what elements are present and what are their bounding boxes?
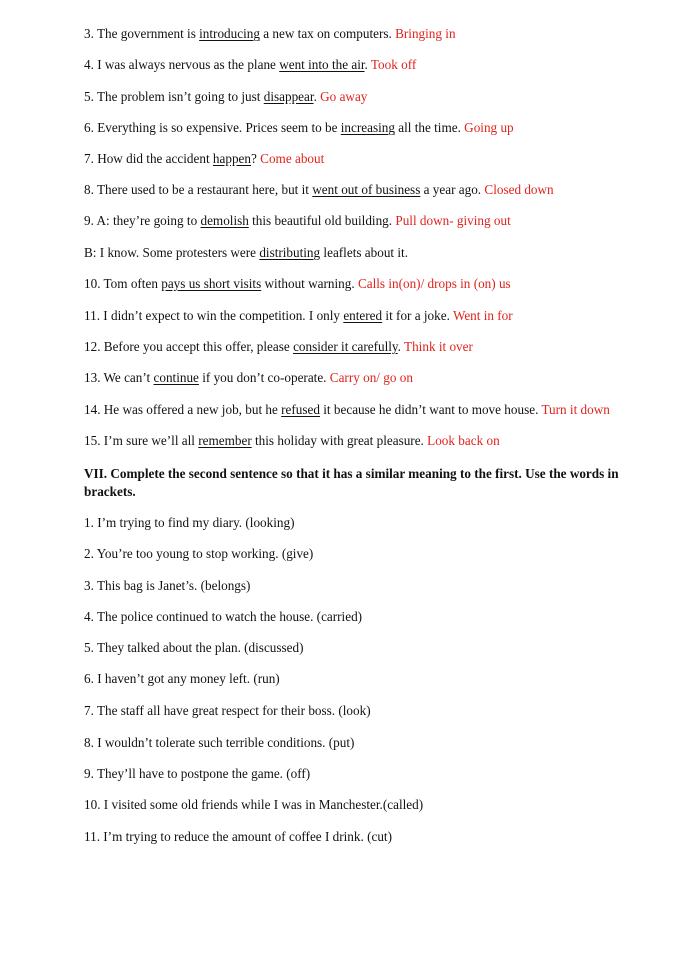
exercise-item: 3. This bag is Janet’s. (belongs): [84, 578, 251, 593]
sentence-text: it for a joke.: [382, 308, 453, 323]
answer-text: Took off: [370, 57, 417, 72]
sentence-line: [84, 120, 514, 136]
answer-text: Bringing in: [395, 26, 456, 41]
sentence-text: .: [397, 339, 405, 354]
answer-text: Going up: [464, 120, 514, 135]
sentence-line: [84, 339, 473, 355]
sentence-line: [84, 151, 324, 167]
answer-text: Went in for: [452, 308, 513, 323]
sentence-text: 7. How did the accident: [84, 151, 213, 166]
sentence-line: [84, 26, 456, 42]
underlined-phrase: disappear: [263, 89, 314, 104]
sentence-text: B: I know. Some protesters were: [84, 245, 260, 260]
answer-text: Pull down- giving out: [395, 213, 511, 228]
underlined-phrase: entered: [343, 308, 383, 323]
answer-text: Come about: [260, 151, 325, 166]
sentence-line: [84, 245, 408, 261]
underlined-phrase: consider it carefully: [293, 339, 398, 354]
underlined-phrase: went out of business: [312, 182, 421, 197]
underlined-phrase: went into the air: [279, 57, 365, 72]
answer-text: Turn it down: [541, 402, 610, 417]
exercise-item: 4. The police continued to watch the house. (carried): [84, 609, 363, 624]
answer-text: Calls in(on)/ drops in (on) us: [357, 276, 511, 291]
exercise-item: 5. They talked about the plan. (discussed): [84, 640, 304, 655]
sentence-text: 15. I’m sure we’ll all: [84, 433, 199, 448]
sentence-text: 12. Before you accept this offer, please: [84, 339, 294, 354]
answer-text: Carry on/ go on: [329, 370, 413, 385]
sentence-line: [84, 57, 416, 73]
sentence-text: 9. A: they’re going to: [84, 213, 201, 228]
underlined-phrase: happen: [212, 151, 252, 166]
sentence-text: this holiday with great pleasure.: [251, 433, 428, 448]
exercise-item: 2. You’re too young to stop working. (give): [84, 546, 314, 561]
underlined-phrase: refused: [281, 402, 320, 417]
sentence-text: all the time.: [394, 120, 465, 135]
answer-text: Think it over: [404, 339, 473, 354]
exercise-item: 11. I’m trying to reduce the amount of coffee I drink. (cut): [84, 829, 392, 844]
sentence-line: [84, 433, 500, 449]
sentence-text: .: [364, 57, 371, 72]
sentence-text: 5. The problem isn’t going to just: [84, 89, 264, 104]
exercise-item: 9. They’ll have to postpone the game. (off): [84, 766, 311, 781]
sentence-text: a new tax on computers.: [259, 26, 396, 41]
sentence-line: [84, 182, 554, 198]
sentence-text: 8. There used to be a restaurant here, but it: [84, 182, 313, 197]
underlined-phrase: distributing: [259, 245, 321, 260]
sentence-text: if you don’t co-operate.: [198, 370, 330, 385]
sentence-line: [84, 276, 511, 292]
sentence-text: 3. The government is: [84, 26, 200, 41]
exercise-item: 8. I wouldn’t tolerate such terrible conditions. (put): [84, 735, 355, 750]
underlined-phrase: increasing: [340, 120, 395, 135]
sentence-line: [84, 213, 511, 229]
sentence-text: 11. I didn’t expect to win the competition. I only: [84, 308, 344, 323]
sentence-line: [84, 370, 413, 386]
sentence-text: 10. Tom often: [84, 276, 162, 291]
sentence-text: it because he didn’t want to move house.: [319, 402, 542, 417]
sentence-text: .: [313, 89, 321, 104]
exercise-item: 10. I visited some old friends while I was in Manchester.(called): [84, 797, 424, 812]
underlined-phrase: pays us short visits: [161, 276, 262, 291]
section-heading: VII. Complete the second sentence so that it has a similar meaning to the first. Use the words in brackets.: [84, 466, 619, 499]
sentence-text: ?: [251, 151, 261, 166]
sentence-line: [84, 89, 367, 105]
answer-text: Look back on: [427, 433, 500, 448]
sentence-text: this beautiful old building.: [248, 213, 396, 228]
exercise-item: 6. I haven’t got any money left. (run): [84, 671, 280, 686]
underlined-phrase: continue: [153, 370, 199, 385]
sentence-text: a year ago.: [420, 182, 485, 197]
sentence-text: 13. We can’t: [84, 370, 154, 385]
sentence-text: 4. I was always nervous as the plane: [84, 57, 280, 72]
answer-text: Closed down: [484, 182, 554, 197]
underlined-phrase: introducing: [199, 26, 260, 41]
underlined-phrase: remember: [198, 433, 252, 448]
answer-text: Go away: [320, 89, 368, 104]
underlined-phrase: demolish: [200, 213, 249, 228]
sentence-text: leaflets about it.: [320, 245, 409, 260]
sentence-text: 14. He was offered a new job, but he: [84, 402, 282, 417]
sentence-line: [84, 402, 610, 418]
exercise-item: 7. The staff all have great respect for their boss. (look): [84, 703, 371, 718]
sentence-text: 6. Everything is so expensive. Prices seem to be: [84, 120, 341, 135]
sentence-line: [84, 308, 513, 324]
sentence-text: without warning.: [261, 276, 358, 291]
exercise-item: 1. I’m trying to find my diary. (looking): [84, 515, 295, 530]
